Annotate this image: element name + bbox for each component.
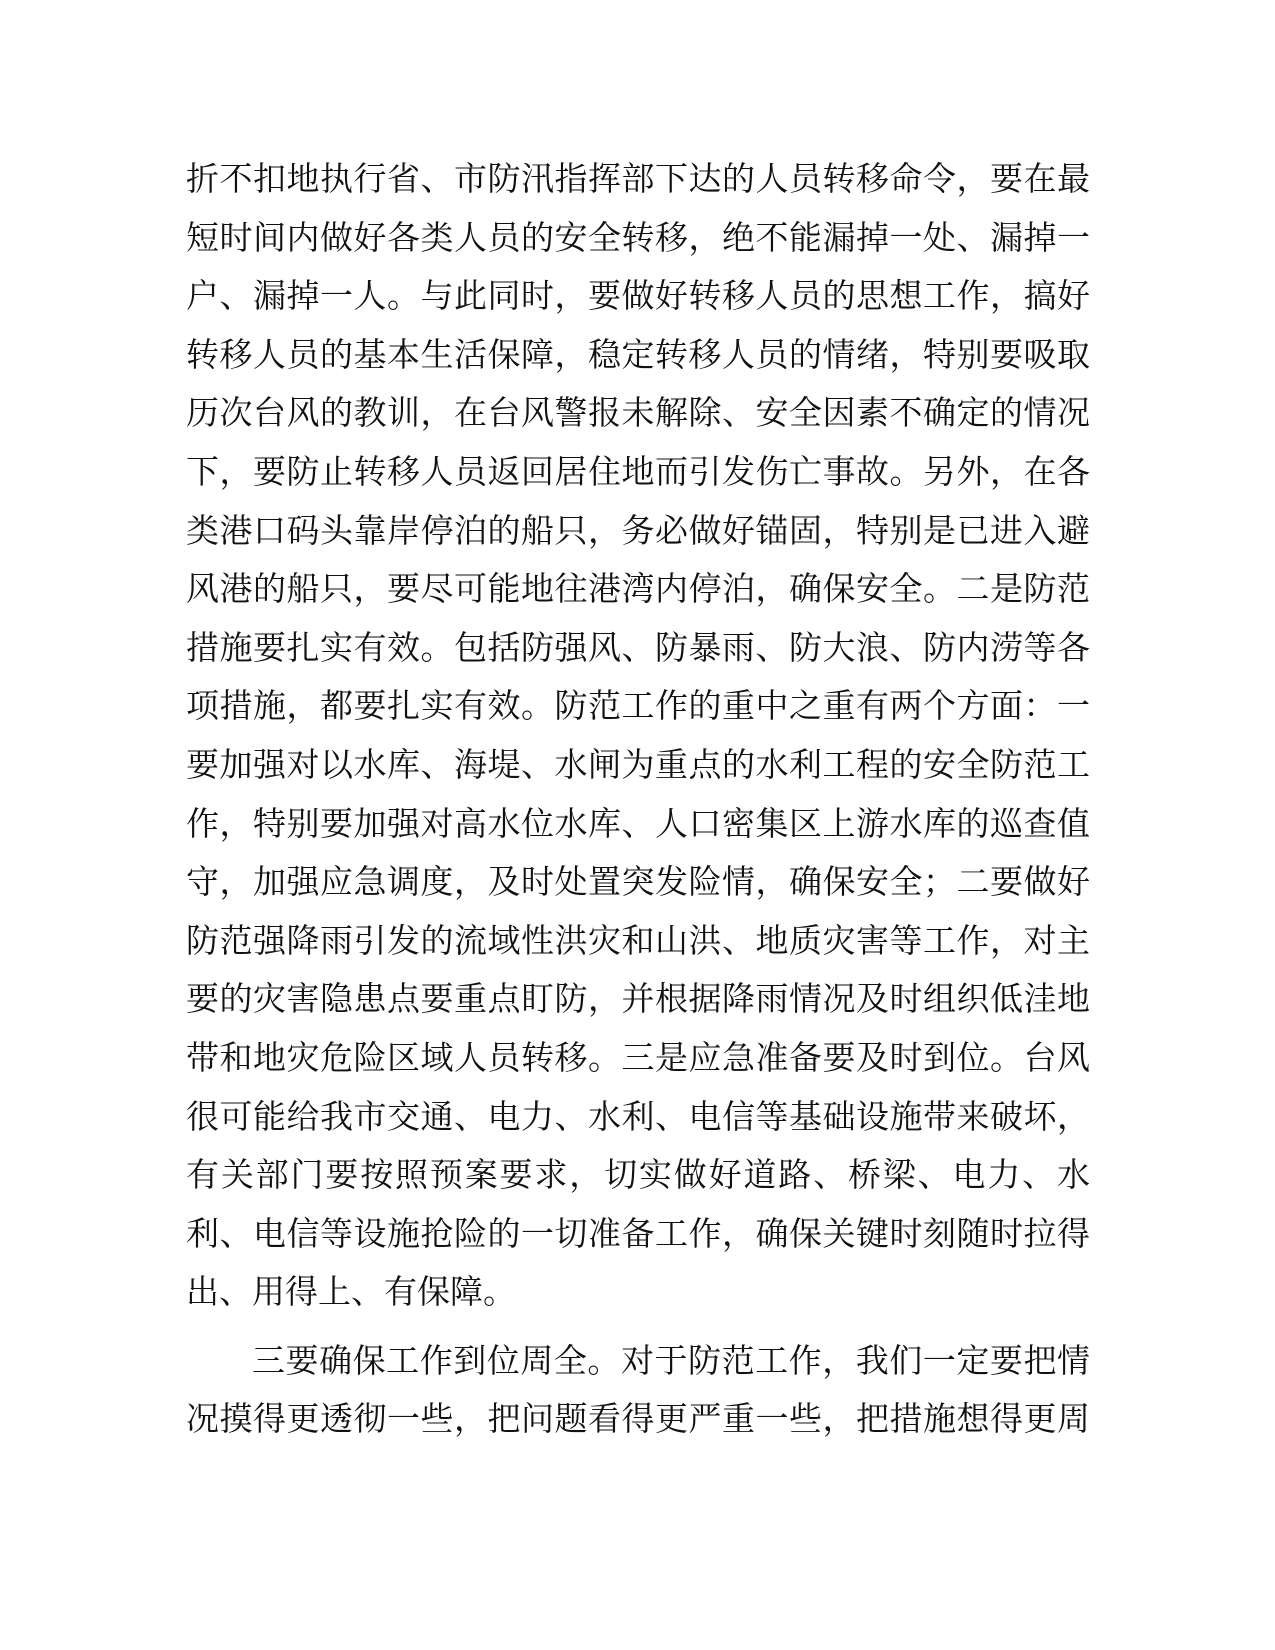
text-line: 利、电信等设施抢险的一切准备工作，确保关键时刻随时拉得 bbox=[186, 1213, 1090, 1253]
text-line: 要加强对以水库、海堤、水闸为重点的水利工程的安全防范工 bbox=[186, 744, 1090, 784]
text-line: 类港口码头靠岸停泊的船只，务必做好锚固，特别是已进入避 bbox=[186, 510, 1090, 550]
text-line: 三要确保工作到位周全。对于防范工作，我们一定要把情 bbox=[252, 1340, 1090, 1380]
text-line: 折不扣地执行省、市防汛指挥部下达的人员转移命令，要在最 bbox=[186, 159, 1090, 198]
text-line: 短时间内做好各类人员的安全转移，绝不能漏掉一处、漏掉一 bbox=[186, 217, 1090, 257]
text-line: 防范强降雨引发的流域性洪灾和山洪、地质灾害等工作，对主 bbox=[186, 920, 1090, 960]
text-line: 风港的船只，要尽可能地往港湾内停泊，确保安全。二是防范 bbox=[186, 569, 1090, 609]
text-line: 有关部门要按照预案要求，切实做好道路、桥梁、电力、水 bbox=[186, 1155, 1090, 1195]
text-line: 要的灾害隐患点要重点盯防，并根据降雨情况及时组织低洼地 bbox=[186, 979, 1090, 1019]
paragraph-spacing bbox=[186, 1322, 1090, 1332]
text-line: 带和地灾危险区域人员转移。三是应急准备要及时到位。台风 bbox=[186, 1037, 1090, 1077]
text-line: 况摸得更透彻一些，把问题看得更严重一些，把措施想得更周 bbox=[186, 1399, 1090, 1439]
body-text bbox=[186, 150, 1090, 1449]
paragraph-2 bbox=[186, 1332, 1090, 1449]
text-line: 转移人员的基本生活保障，稳定转移人员的情绪，特别要吸取 bbox=[186, 334, 1090, 374]
text-line: 户、漏掉一人。与此同时，要做好转移人员的思想工作，搞好 bbox=[186, 276, 1090, 316]
text-line: 措施要扎实有效。包括防强风、防暴雨、防大浪、防内涝等各 bbox=[186, 627, 1090, 667]
text-line: 很可能给我市交通、电力、水利、电信等基础设施带来破坏， bbox=[186, 1096, 1090, 1136]
text-line: 下，要防止转移人员返回居住地而引发伤亡事故。另外，在各 bbox=[186, 451, 1090, 491]
text-line: 历次台风的教训，在台风警报未解除、安全因素不确定的情况 bbox=[186, 393, 1090, 433]
text-line: 出、用得上、有保障。 bbox=[186, 1272, 516, 1312]
paragraph-1 bbox=[186, 150, 1090, 1322]
text-line: 项措施，都要扎实有效。防范工作的重中之重有两个方面：一 bbox=[186, 686, 1090, 726]
text-line: 作，特别要加强对高水位水库、人口密集区上游水库的巡查值 bbox=[186, 803, 1090, 843]
text-line: 守，加强应急调度，及时处置突发险情，确保安全；二要做好 bbox=[186, 862, 1090, 902]
